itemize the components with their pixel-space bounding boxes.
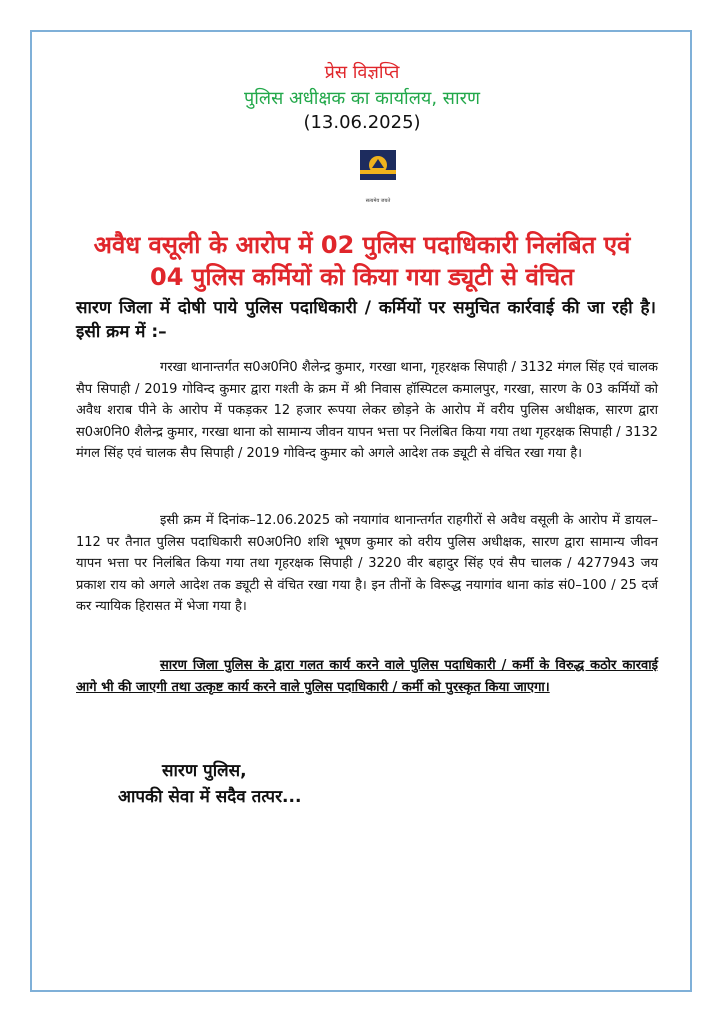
bihar-police-emblem-icon <box>354 150 402 204</box>
headline-line-1: अवैध वसूली के आरोप में 02 पुलिस पदाधिकारी निलंबित एवं <box>93 231 631 259</box>
signature-line-1: सारण पुलिस, <box>162 761 247 781</box>
intro-text: सारण जिला में दोषी पाये पुलिस पदाधिकारी / कर्मियों पर समुचित कार्रवाई की जा रही है। इसी क्रम में :– <box>76 298 656 342</box>
logo-motto: सत्यमेव जयते <box>365 198 391 204</box>
office-name: पुलिस अधीक्षक का कार्यालय, सारण <box>243 88 480 109</box>
press-release-label: प्रेस विज्ञप्ति <box>324 62 400 83</box>
paragraph-garkha: गरखा थानान्तर्गत स0अ0नि0 शैलेन्द्र कुमार, गरखा थाना, गृहरक्षक सिपाही / 3132 मंगल सिंह एवं चालक सैप सिपाही / 2019 गोविन्द कुमार द्वारा गश्ती के क्रम में श्री निवास हॉस्पिटल कमालपुर, गरखा, सारण के 03 कर्मियों को अवैध शराब पीने के आरोप में पकड़कर 12 हजार रूपया लेकर छोड़ने के आरोप में वरीय पुलिस अधीक्षक, सारण द्वारा स0अ0नि0 शैलेन्द्र कुमार, गरखा थाना को सामान्य जीवन यापन भत्ता पर निलंबित किया गया तथा गृहरक्षक सिपाही / 3132 मंगल सिंह एवं चालक सैप सिपाही / 2019 गोविन्द कुमार को अगले आदेश तक ड्यूटी से वंचित रखा गया है। <box>76 360 658 461</box>
release-date: (13.06.2025) <box>303 112 421 133</box>
paragraph-warning: सारण जिला पुलिस के द्वारा गलत कार्य करने वाले पुलिस पदाधिकारी / कर्मी के विरुद्ध कठोर कारवाई आगे भी की जाएगी तथा उत्कृष्ट कार्य करने वाले पुलिस पदाधिकारी / कर्मी को पुरस्कृत किया जाएगा। <box>76 658 658 695</box>
headline-line-2: 04 पुलिस कर्मियों को किया गया ड्यूटी से वंचित <box>150 263 574 291</box>
paragraph-nayagaon: इसी क्रम में दिनांक–12.06.2025 को नयागांव थानान्तर्गत राहगीरों से अवैध वसूली के आरोप में डायल–112 पर तैनात पुलिस पदाधिकारी स0अ0नि0 शशि भूषण कुमार को वरीय पुलिस अधीक्षक, सारण द्वारा सामान्य जीवन यापन भत्ता पर निलंबित किया गया तथा गृहरक्षक सिपाही / 3220 वीर बहादुर सिंह एवं सैप चालक / 4277943 जय प्रकाश राय को अगले आदेश तक ड्यूटी से वंचित रखा गया है। इन तीनों के विरूद्ध नयागांव थाना कांड सं0–100 / 25 दर्ज कर न्यायिक हिरासत में भेजा गया है। <box>76 513 658 614</box>
signature-line-2: आपकी सेवा में सदैव तत्पर... <box>118 787 302 807</box>
